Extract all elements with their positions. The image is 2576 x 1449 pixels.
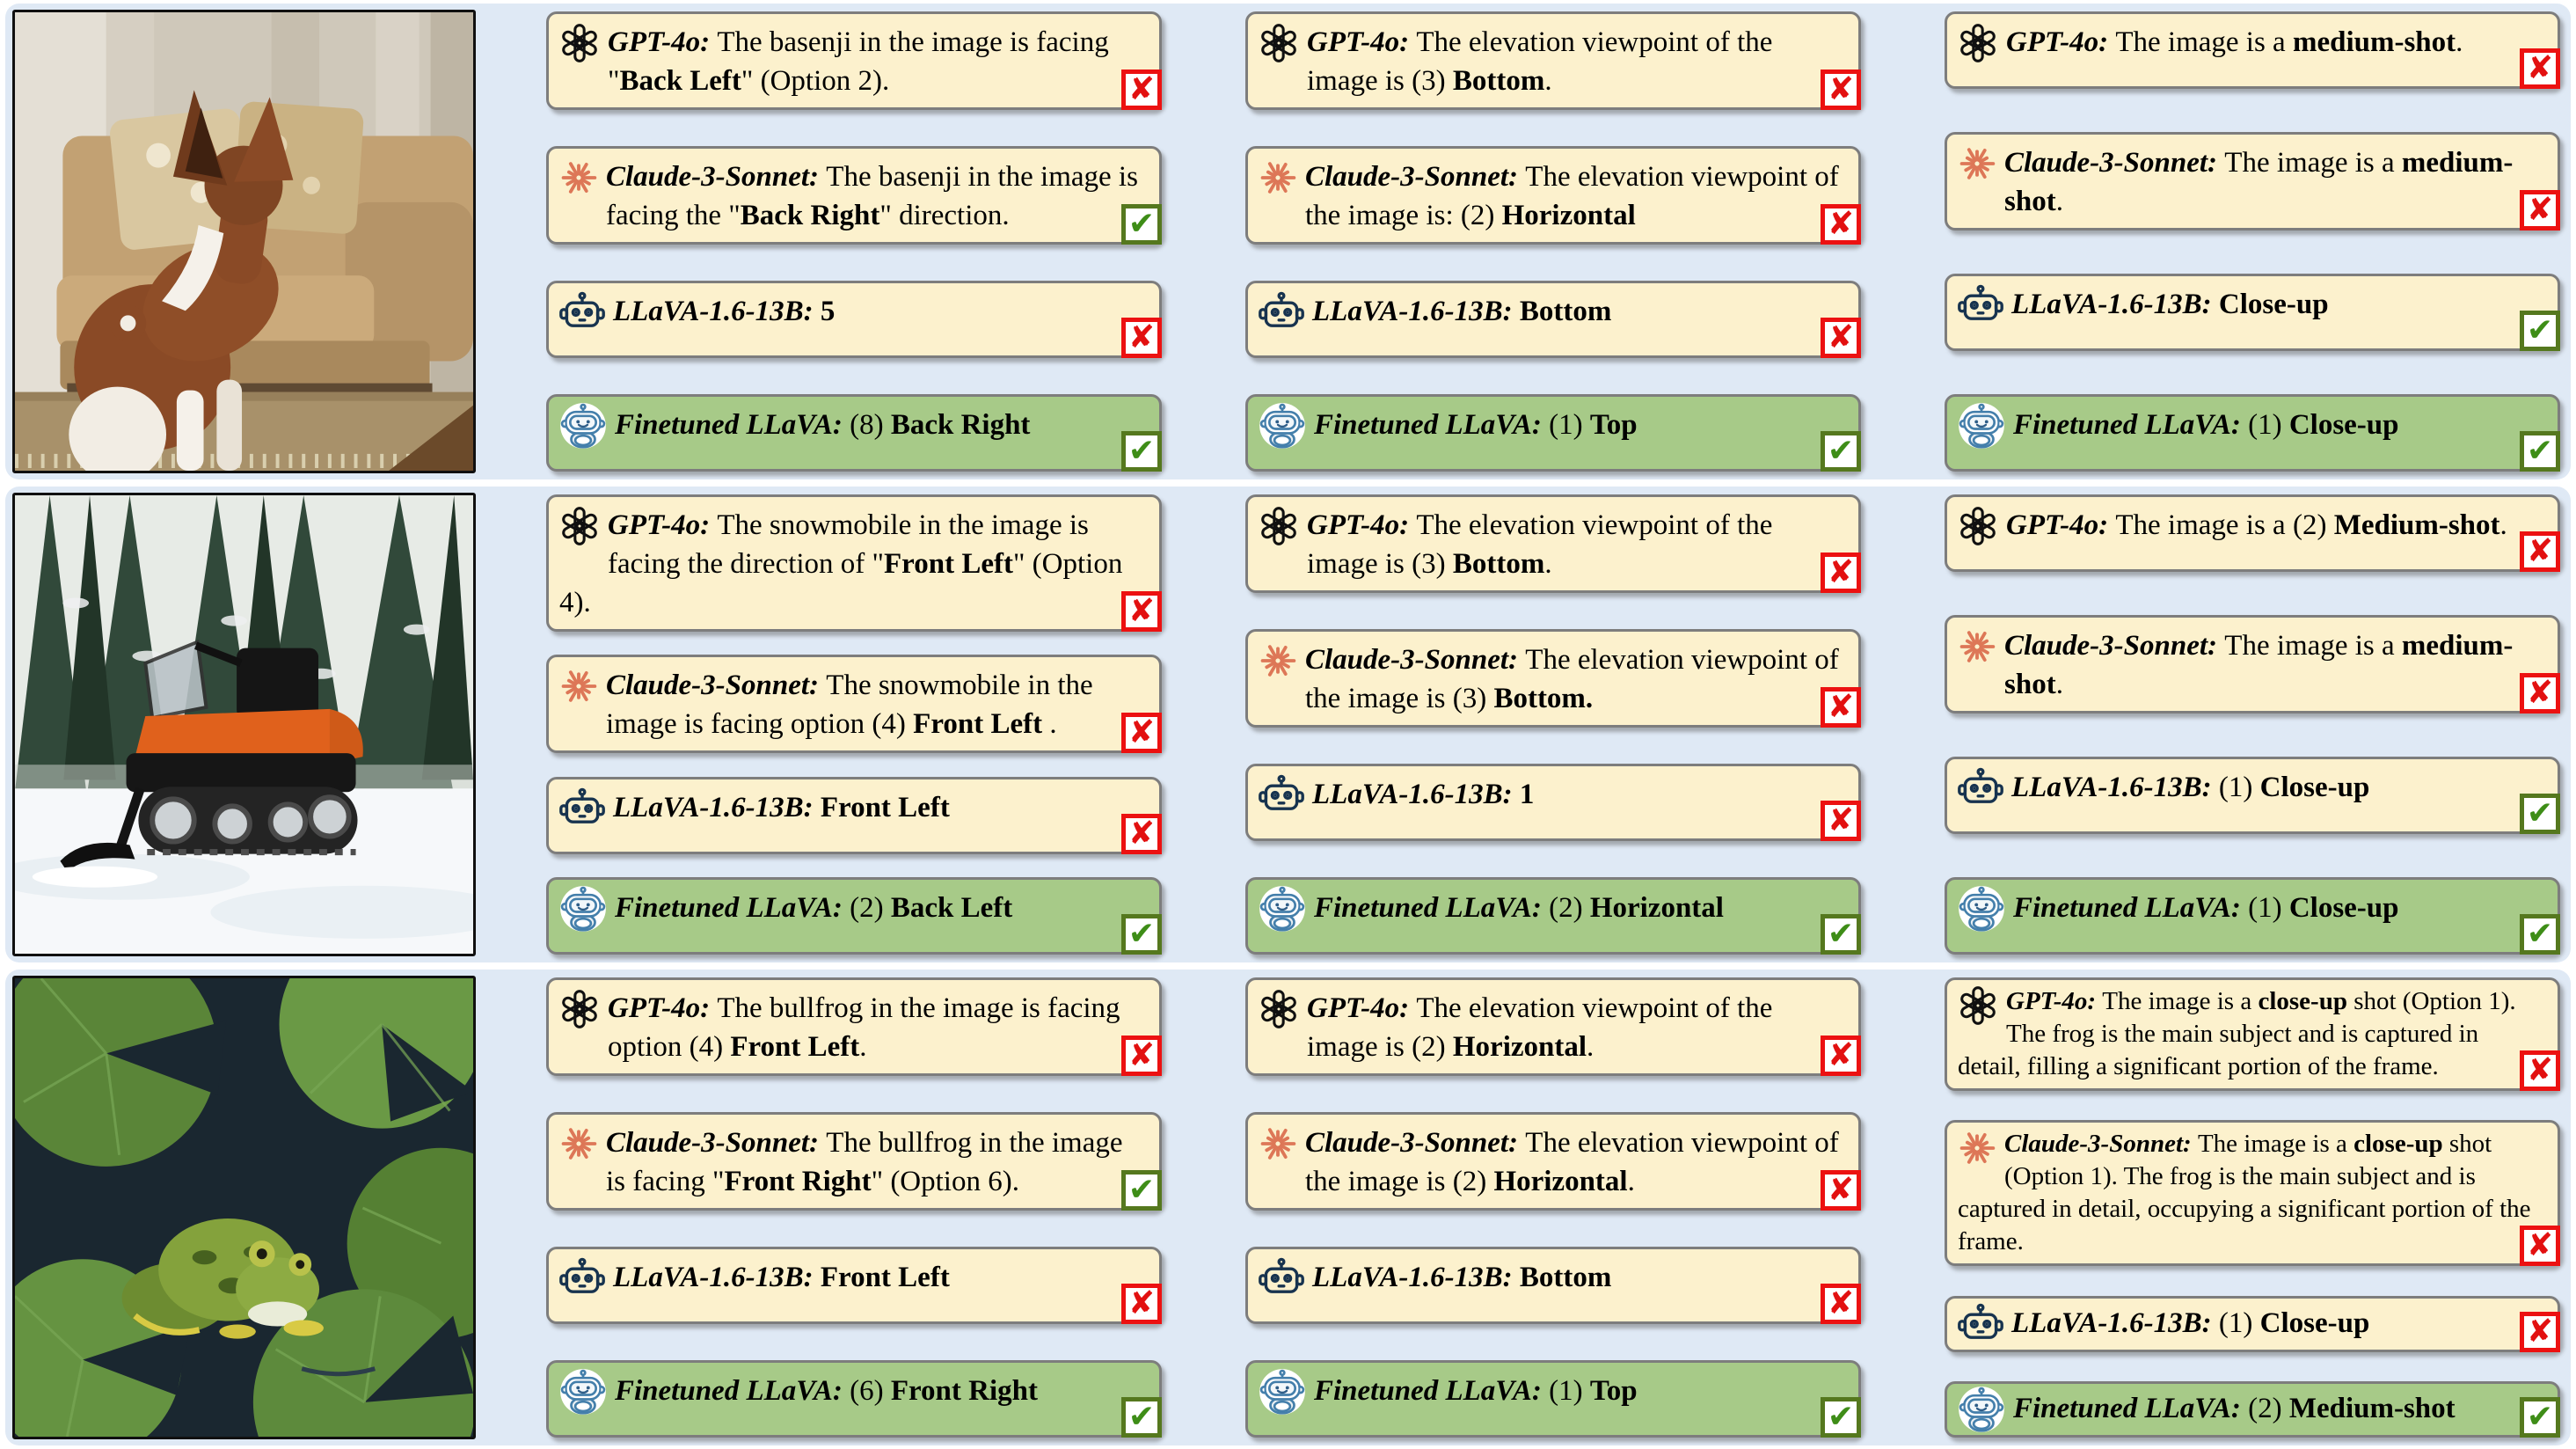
- basenji-photo-illustration: [15, 12, 473, 471]
- cross-icon: ✘: [1821, 70, 1861, 110]
- answer-text: GPT-4o: The bullfrog in the image is facing option (4) Front Left.: [608, 992, 1120, 1063]
- answer-box-gpt-4o: [1245, 494, 1861, 593]
- check-icon: ✔: [2520, 794, 2560, 834]
- openai-icon: [1259, 23, 1299, 63]
- cross-icon: ✘: [1821, 318, 1861, 358]
- check-icon: ✔: [1821, 1397, 1861, 1438]
- claude-icon: [1958, 626, 1996, 667]
- cross-icon: ✘: [1821, 1284, 1861, 1324]
- cross-icon: ✘: [1821, 204, 1861, 245]
- cross-icon: ✘: [1821, 1036, 1861, 1076]
- answer-text: Finetuned LLaVA: (1) Top: [1314, 1375, 1638, 1407]
- answer-text: Finetuned LLaVA: (2) Medium-shot: [2013, 1392, 2456, 1424]
- answer-box-gpt-4o: [1945, 977, 2560, 1091]
- claude-icon: [559, 157, 598, 198]
- answer-column: [1945, 494, 2560, 955]
- answer-box-llava-1-6-13b: [1245, 281, 1861, 358]
- answer-text: Claude-3-Sonnet: The elevation viewpoint of the image is: (2) Horizontal: [1305, 161, 1839, 231]
- answer-box-finetuned-llava: [1945, 1381, 2560, 1438]
- cross-icon: ✘: [2520, 190, 2560, 231]
- answer-text: GPT-4o: The elevation viewpoint of the image is (2) Horizontal.: [1307, 992, 1773, 1063]
- check-icon: ✔: [1121, 1170, 1162, 1211]
- check-icon: ✔: [1821, 914, 1861, 955]
- answer-text: Claude-3-Sonnet: The bullfrog in the image is facing "Front Right" (Option 6).: [606, 1127, 1123, 1197]
- answer-box-gpt-4o: [546, 11, 1162, 110]
- answer-column: [1945, 977, 2560, 1438]
- answer-box-claude-3-sonnet: [1245, 146, 1861, 245]
- answer-text: GPT-4o: The snowmobile in the image is facing the direction of "Front Left" (Option 4).: [559, 509, 1123, 618]
- answer-text: Claude-3-Sonnet: The basenji in the image is facing the "Back Right" direction.: [606, 161, 1138, 231]
- cross-icon: ✘: [2520, 1312, 2560, 1352]
- answer-text: Claude-3-Sonnet: The image is a medium-shot.: [2004, 147, 2514, 217]
- claude-icon: [1958, 143, 1996, 184]
- openai-icon: [1958, 985, 1998, 1026]
- answer-box-claude-3-sonnet: [546, 1112, 1162, 1211]
- answer-box-finetuned-llava: [1245, 1360, 1861, 1438]
- answer-box-finetuned-llava: [546, 877, 1162, 955]
- cross-icon: ✘: [2520, 531, 2560, 572]
- answer-text: GPT-4o: The basenji in the image is facing "Back Left" (Option 2).: [608, 26, 1109, 97]
- llava-icon: [1259, 292, 1304, 333]
- check-icon: ✔: [1821, 431, 1861, 472]
- answer-columns: [546, 493, 2560, 956]
- answer-text: Finetuned LLaVA: (1) Top: [1314, 409, 1638, 441]
- answer-text: GPT-4o: The elevation viewpoint of the image is (3) Bottom.: [1307, 26, 1773, 97]
- answer-text: GPT-4o: The image is a close-up shot (Option 1). The frog is the main subject and is captured in detail, filling a significant portion of the frame.: [1958, 987, 2516, 1080]
- finetuned-icon: [559, 406, 607, 446]
- answer-text: LLaVA-1.6-13B: Bottom: [1312, 1262, 1612, 1293]
- bullfrog-photo: [12, 976, 476, 1439]
- cross-icon: ✘: [1821, 801, 1861, 841]
- claude-icon: [559, 1123, 598, 1164]
- openai-icon: [1259, 506, 1299, 546]
- answer-text: LLaVA-1.6-13B: Bottom: [1312, 296, 1612, 327]
- answer-text: Claude-3-Sonnet: The snowmobile in the image is facing option (4) Front Left .: [606, 670, 1093, 741]
- check-icon: ✔: [2520, 311, 2560, 351]
- finetuned-icon: [1259, 406, 1306, 446]
- row-bullfrog: [5, 970, 2571, 1445]
- llava-icon: [1958, 768, 2003, 809]
- answer-columns: [546, 976, 2560, 1439]
- cross-icon: ✘: [1121, 70, 1162, 110]
- answer-box-finetuned-llava: [1945, 394, 2560, 472]
- llava-icon: [1259, 1258, 1304, 1299]
- answer-column: [1245, 494, 1861, 955]
- answer-text: LLaVA-1.6-13B: 5: [613, 296, 836, 327]
- openai-icon: [559, 989, 600, 1029]
- cross-icon: ✘: [1121, 1284, 1162, 1324]
- cross-icon: ✘: [1121, 1036, 1162, 1076]
- llava-icon: [1958, 285, 2003, 326]
- answer-text: LLaVA-1.6-13B: (1) Close-up: [2011, 1306, 2370, 1339]
- cross-icon: ✘: [1821, 1170, 1861, 1211]
- llava-icon: [559, 1258, 605, 1299]
- answer-text: GPT-4o: The image is a (2) Medium-shot.: [2006, 509, 2507, 541]
- answer-text: LLaVA-1.6-13B: (1) Close-up: [2011, 772, 2370, 803]
- openai-icon: [1958, 506, 1998, 546]
- row-basenji: [5, 4, 2571, 479]
- answer-text: LLaVA-1.6-13B: 1: [1312, 779, 1535, 810]
- answer-text: LLaVA-1.6-13B: Front Left: [613, 791, 950, 823]
- answer-box-gpt-4o: [1245, 977, 1861, 1076]
- llava-icon: [559, 292, 605, 333]
- cross-icon: ✘: [1821, 687, 1861, 728]
- snowmobile-photo: [12, 493, 476, 956]
- llava-icon: [1958, 1304, 2003, 1344]
- answer-box-gpt-4o: [1945, 11, 2560, 89]
- answer-box-finetuned-llava: [546, 394, 1162, 472]
- answer-column: [546, 977, 1162, 1438]
- claude-icon: [1259, 157, 1297, 198]
- claude-icon: [1958, 1128, 1996, 1168]
- openai-icon: [1259, 989, 1299, 1029]
- answer-column: [1945, 11, 2560, 472]
- claude-icon: [1259, 1123, 1297, 1164]
- finetuned-icon: [1958, 406, 2005, 446]
- finetuned-icon: [1958, 889, 2005, 929]
- answer-box-claude-3-sonnet: [546, 655, 1162, 753]
- answer-box-claude-3-sonnet: [1945, 132, 2560, 231]
- answer-text: Finetuned LLaVA: (2) Horizontal: [1314, 892, 1724, 924]
- cross-icon: ✘: [2520, 1050, 2560, 1091]
- answer-box-llava-1-6-13b: [546, 281, 1162, 358]
- answer-text: Claude-3-Sonnet: The elevation viewpoint of the image is (2) Horizontal.: [1305, 1127, 1839, 1197]
- answer-text: Finetuned LLaVA: (6) Front Right: [615, 1375, 1038, 1407]
- answer-box-llava-1-6-13b: [1245, 764, 1861, 841]
- answer-box-gpt-4o: [1245, 11, 1861, 110]
- answer-column: [546, 494, 1162, 955]
- cross-icon: ✘: [2520, 1226, 2560, 1266]
- finetuned-icon: [1259, 1372, 1306, 1412]
- openai-icon: [1958, 23, 1998, 63]
- cross-icon: ✘: [1121, 591, 1162, 632]
- answer-text: Finetuned LLaVA: (1) Close-up: [2013, 409, 2399, 441]
- answer-box-claude-3-sonnet: [1245, 1112, 1861, 1211]
- answer-box-claude-3-sonnet: [1945, 615, 2560, 714]
- openai-icon: [559, 23, 600, 63]
- llava-icon: [1259, 775, 1304, 816]
- finetuned-icon: [1958, 1389, 2005, 1430]
- cross-icon: ✘: [1121, 318, 1162, 358]
- finetuned-icon: [1259, 889, 1306, 929]
- cross-icon: ✘: [1121, 814, 1162, 854]
- answer-columns: [546, 10, 2560, 473]
- check-icon: ✔: [1121, 1397, 1162, 1438]
- answer-text: Finetuned LLaVA: (1) Close-up: [2013, 892, 2399, 924]
- check-icon: ✔: [2520, 914, 2560, 955]
- basenji-photo: [12, 10, 476, 473]
- llava-icon: [559, 788, 605, 829]
- answer-box-finetuned-llava: [1945, 877, 2560, 955]
- check-icon: ✔: [2520, 431, 2560, 472]
- claude-icon: [559, 666, 598, 706]
- answer-text: Finetuned LLaVA: (8) Back Right: [615, 409, 1031, 441]
- answer-box-claude-3-sonnet: [546, 146, 1162, 245]
- cross-icon: ✘: [2520, 673, 2560, 714]
- answer-text: Claude-3-Sonnet: The image is a medium-shot.: [2004, 630, 2514, 700]
- cross-icon: ✘: [1821, 553, 1861, 593]
- answer-box-claude-3-sonnet: [1945, 1120, 2560, 1266]
- answer-box-gpt-4o: [1945, 494, 2560, 572]
- row-snowmobile: [5, 487, 2571, 962]
- answer-column: [1245, 11, 1861, 472]
- answer-text: Claude-3-Sonnet: The image is a close-up shot (Option 1). The frog is the main subject and is captured in detail, occupying a significant portion of the frame.: [1958, 1130, 2531, 1256]
- bullfrog-photo-illustration: [15, 978, 473, 1437]
- openai-icon: [559, 506, 600, 546]
- answer-box-llava-1-6-13b: [546, 1247, 1162, 1324]
- answer-text: Finetuned LLaVA: (2) Back Left: [615, 891, 1013, 924]
- check-icon: ✔: [1121, 431, 1162, 472]
- answer-box-gpt-4o: [546, 977, 1162, 1076]
- answer-box-claude-3-sonnet: [1245, 629, 1861, 728]
- answer-text: LLaVA-1.6-13B: Front Left: [613, 1262, 950, 1293]
- cross-icon: ✘: [1121, 713, 1162, 753]
- answer-box-llava-1-6-13b: [1945, 274, 2560, 351]
- answer-text: GPT-4o: The elevation viewpoint of the image is (3) Bottom.: [1307, 509, 1773, 580]
- finetuned-icon: [559, 889, 607, 929]
- finetuned-icon: [559, 1372, 607, 1412]
- answer-box-llava-1-6-13b: [1945, 757, 2560, 834]
- check-icon: ✔: [2520, 1397, 2560, 1438]
- answer-text: LLaVA-1.6-13B: Close-up: [2011, 289, 2329, 320]
- answer-column: [546, 11, 1162, 472]
- answer-text: Claude-3-Sonnet: The elevation viewpoint of the image is (3) Bottom.: [1305, 644, 1839, 714]
- answer-box-gpt-4o: [546, 494, 1162, 632]
- answer-box-llava-1-6-13b: [546, 777, 1162, 854]
- cross-icon: ✘: [2520, 48, 2560, 89]
- answer-text: GPT-4o: The image is a medium-shot.: [2006, 26, 2463, 58]
- answer-box-llava-1-6-13b: [1245, 1247, 1861, 1324]
- answer-box-finetuned-llava: [1245, 394, 1861, 472]
- claude-icon: [1259, 640, 1297, 681]
- answer-box-llava-1-6-13b: [1945, 1296, 2560, 1352]
- check-icon: ✔: [1121, 914, 1162, 955]
- answer-column: [1245, 977, 1861, 1438]
- answer-box-finetuned-llava: [546, 1360, 1162, 1438]
- check-icon: ✔: [1121, 204, 1162, 245]
- snowmobile-photo-illustration: [15, 495, 473, 954]
- answer-box-finetuned-llava: [1245, 877, 1861, 955]
